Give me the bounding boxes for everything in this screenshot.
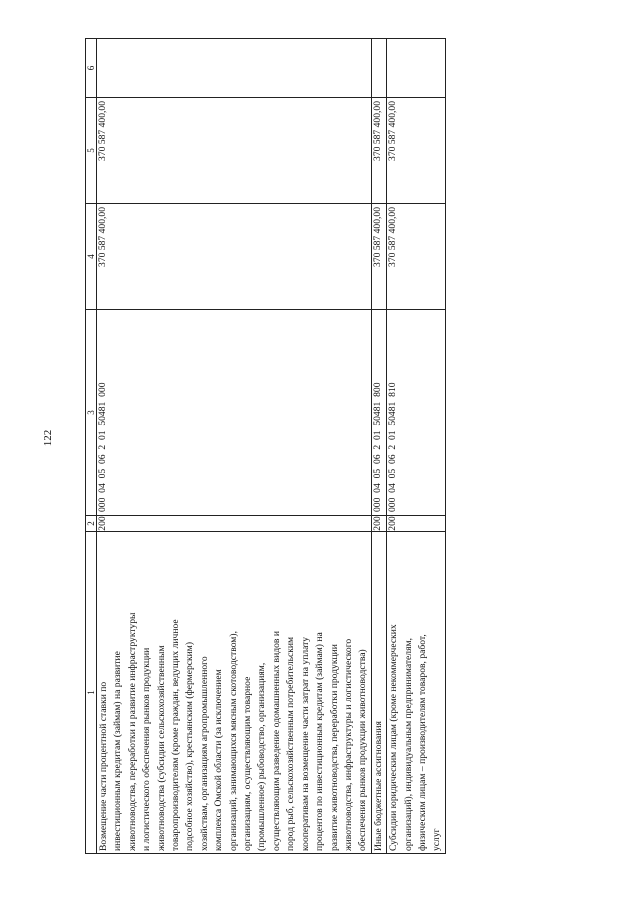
row-name-line: Возмещение части процентной ставки по xyxy=(98,681,109,851)
header-cell-6: 6 xyxy=(86,39,97,98)
row-col2-cell: 200 xyxy=(97,516,372,532)
row-name-line: кооперативам на возмещение части затрат на уплату xyxy=(299,637,311,851)
row-name-line: пород рыб, сельскохозяйственным потребительским xyxy=(285,636,297,851)
table-row xyxy=(97,39,372,854)
row-col4-cell: 370 587 400,00 xyxy=(387,204,446,310)
row-name-line: товаропроизводителям (кроме граждан, ведущих личное xyxy=(170,619,182,851)
header-cell-3: 3 xyxy=(86,310,97,516)
row-name-cell xyxy=(387,532,446,854)
header-cell-5: 5 xyxy=(86,98,97,204)
row-name-cell xyxy=(97,532,372,854)
row-col6-cell xyxy=(371,39,386,98)
row-name-line: животноводства, инфраструктуры и логистического xyxy=(342,638,354,851)
row-name-line: инвестиционным кредитам (займам) на развитие xyxy=(112,651,124,851)
row-col6-cell xyxy=(387,39,446,98)
row-name-line: животноводства (субсидии сельскохозяйственным xyxy=(155,645,167,851)
row-col6-cell xyxy=(97,39,372,98)
row-col5-cell: 370 587 400,00 xyxy=(387,98,446,204)
row-name-line: обеспечения рынков продукции животноводства) xyxy=(357,649,369,851)
row-name-line: комплекса Омской области (за исключением xyxy=(213,669,225,851)
row-name-line: физическим лицам – производителям товаров, работ, xyxy=(416,634,428,851)
table-row xyxy=(371,39,386,854)
row-code-cell: 000 04 05 06 2 01 50481 810 xyxy=(387,310,446,516)
table-row xyxy=(387,39,446,854)
row-name-cell xyxy=(371,532,386,854)
row-col2-cell: 200 xyxy=(387,516,446,532)
header-row xyxy=(86,39,97,854)
row-name-line: и логистического обеспечения рынков продукции xyxy=(141,647,153,851)
row-name-line: процентов по инвестиционным кредитам (займам) на xyxy=(314,632,326,851)
row-name-line: развитие животноводства, переработки продукции xyxy=(328,644,340,851)
budget-table xyxy=(85,38,446,854)
row-col2-cell: 200 xyxy=(371,516,386,532)
row-col5-cell: 370 587 400,00 xyxy=(371,98,386,204)
row-name-line: животноводства, переработки и развитие инфраструктуры xyxy=(126,612,138,851)
row-col4-cell: 370 587 400,00 xyxy=(371,204,386,310)
row-code-cell: 000 04 05 06 2 01 50481 800 xyxy=(371,310,386,516)
row-name-line: подсобное хозяйство), крестьянским (фермерским) xyxy=(184,641,196,851)
row-name-line: Субсидии юридическим лицам (кроме некоммерческих xyxy=(388,624,400,851)
row-name-line: организациям, осуществляющим товарное xyxy=(242,676,254,851)
header-cell-1: 1 xyxy=(86,532,97,854)
row-code-cell: 000 04 05 06 2 01 50481 000 xyxy=(97,310,372,516)
row-name-line: услуг xyxy=(431,828,443,851)
row-name-line: осуществляющим разведение одомашненных видов и xyxy=(270,631,282,851)
row-name-line: организаций), индивидуальным предпринимателям, xyxy=(402,638,414,851)
row-name-line: хозяйствам, организациям агропромышленного xyxy=(198,656,210,851)
rotated-table-block xyxy=(85,39,610,854)
page-number: 122 xyxy=(42,429,54,447)
row-col4-cell: 370 587 400,00 xyxy=(97,204,372,310)
header-cell-2: 2 xyxy=(86,516,97,532)
row-name-line: Иные бюджетные ассигнования xyxy=(372,721,384,851)
row-name-line: (промышленное) рыбоводство, организациям, xyxy=(256,662,268,851)
header-cell-4: 4 xyxy=(86,204,97,310)
row-name-line: организаций, занимающихся мясным скотоводством), xyxy=(227,631,239,851)
row-col5-cell: 370 587 400,00 xyxy=(97,98,372,204)
